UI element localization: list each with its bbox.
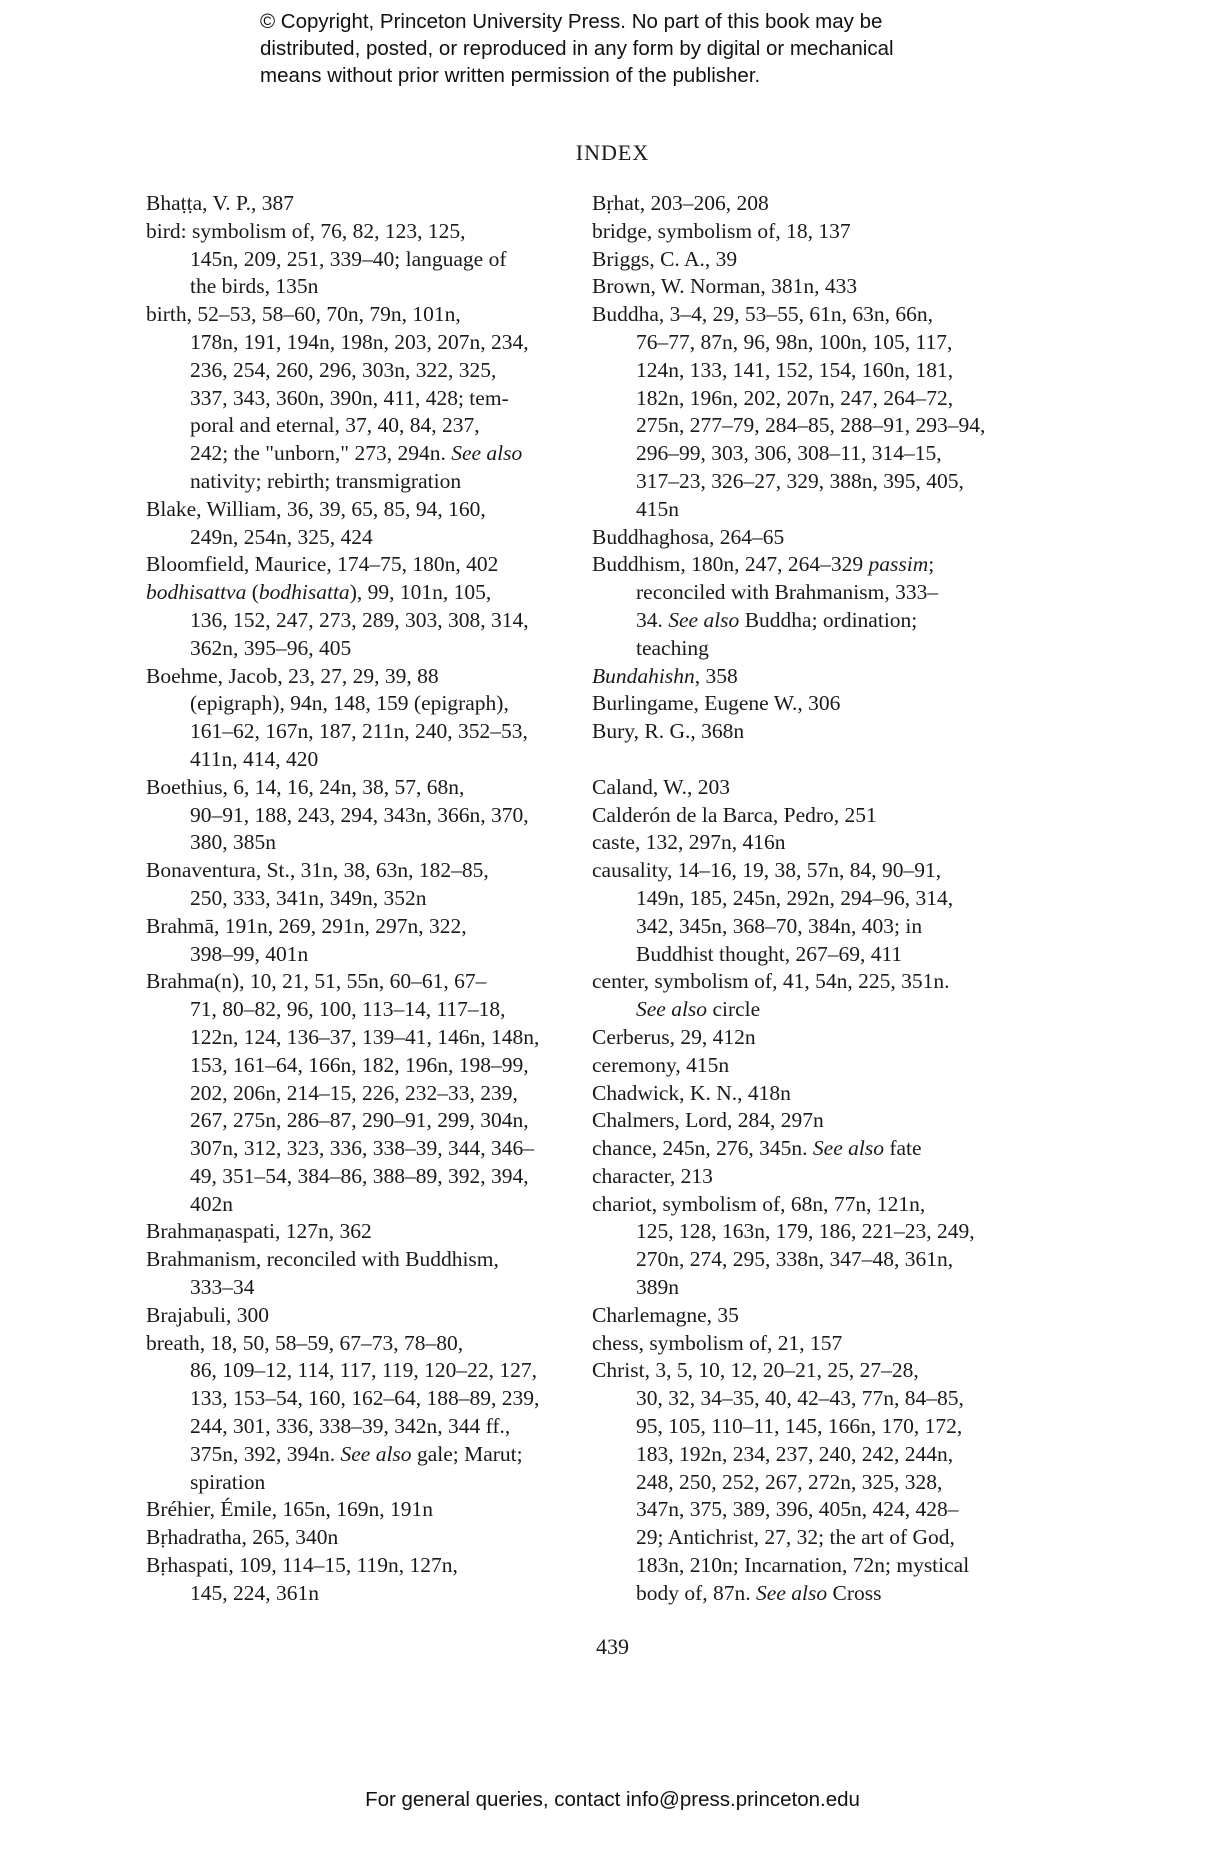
index-entry-line: 236, 254, 260, 296, 303n, 322, 325, (190, 357, 497, 382)
index-entry-line: 145, 224, 361n (190, 1580, 319, 1605)
index-entry (592, 551, 1016, 662)
index-entry (146, 190, 564, 218)
index-entry (146, 1218, 564, 1246)
index-entry (146, 774, 564, 857)
index-entry (146, 1496, 564, 1524)
index-entry-line: Charlemagne, 35 (592, 1302, 739, 1327)
index-entry-line: 389n (636, 1275, 679, 1300)
index-entry-line: Bhaṭṭa, V. P., 387 (146, 191, 294, 215)
index-entry-line: Brown, W. Norman, 381n, 433 (592, 274, 858, 299)
index-entry-line: 182n, 196n, 202, 207n, 247, 264–72, (636, 385, 954, 410)
index-entry-line: 248, 250, 252, 267, 272n, 325, 328, (636, 1469, 943, 1494)
index-entry-line: 34. See also Buddha; ordination; (636, 607, 918, 632)
index-entry-line: 402n (190, 1191, 233, 1216)
index-entry-line: causality, 14–16, 19, 38, 57n, 84, 90–91, (592, 858, 942, 883)
index-entry-line: 153, 161–64, 166n, 182, 196n, 198–99, (190, 1052, 529, 1077)
index-entry-line: 362n, 395–96, 405 (190, 635, 352, 660)
index-entry-line: Cerberus, 29, 412n (592, 1024, 756, 1049)
index-entry (592, 1191, 1016, 1302)
index-entry-line: birth, 52–53, 58–60, 70n, 79n, 101n, (146, 302, 461, 327)
index-entry-line: 347n, 375, 389, 396, 405n, 424, 428– (636, 1497, 959, 1522)
index-entry (592, 1163, 1016, 1191)
index-entry-line: 183n, 210n; Incarnation, 72n; mystical (636, 1553, 970, 1578)
index-entry-line: Brahmanism, reconciled with Buddhism, (146, 1247, 499, 1272)
index-entry-line: Bonaventura, St., 31n, 38, 63n, 182–85, (146, 858, 489, 883)
index-entry (146, 579, 564, 662)
index-entry-line: center, symbolism of, 41, 54n, 225, 351n. (592, 969, 950, 994)
index-entry-line: reconciled with Brahmanism, 333– (636, 580, 939, 605)
index-entry-line: 183, 192n, 234, 237, 240, 242, 244n, (636, 1441, 954, 1466)
index-entry-line: Brahmā, 191n, 269, 291n, 297n, 322, (146, 913, 467, 938)
index-entry-line: 244, 301, 336, 338–39, 342n, 344 ff., (190, 1414, 511, 1439)
index-entry-line: nativity; rebirth; transmigration (190, 468, 462, 493)
index-entry-line: 124n, 133, 141, 152, 154, 160n, 181, (636, 357, 954, 382)
index-entry-line: Bréhier, Émile, 165n, 169n, 191n (146, 1497, 433, 1522)
index-entry (592, 246, 1016, 274)
index-entry-line: 76–77, 87n, 96, 98n, 100n, 105, 117, (636, 329, 953, 354)
index-entry-line: (epigraph), 94n, 148, 159 (epigraph), (190, 691, 509, 716)
index-entry (592, 802, 1016, 830)
index-entry-line: 307n, 312, 323, 336, 338–39, 344, 346– (190, 1136, 534, 1161)
index-entry-line: Briggs, C. A., 39 (592, 246, 738, 271)
index-entry-line: 178n, 191, 194n, 198n, 203, 207n, 234, (190, 329, 529, 354)
index-entry-line: 296–99, 303, 306, 308–11, 314–15, (636, 441, 942, 466)
page-number: 439 (596, 1634, 629, 1659)
index-entry (146, 1302, 564, 1330)
index-entry (592, 1330, 1016, 1358)
index-entry-line: 202, 206n, 214–15, 226, 232–33, 239, (190, 1080, 518, 1105)
index-entry (592, 301, 1016, 523)
index-column-left (146, 190, 564, 1608)
index-entry-line: 90–91, 188, 243, 294, 343n, 366n, 370, (190, 802, 529, 827)
index-entry-line: 71, 80–82, 96, 100, 113–14, 117–18, (190, 997, 506, 1022)
index-entry-line: Brahmaṇaspati, 127n, 362 (146, 1219, 372, 1244)
index-entry-line: 30, 32, 34–35, 40, 42–43, 77n, 84–85, (636, 1386, 964, 1411)
index-entry (146, 968, 564, 1218)
index-entry (592, 1080, 1016, 1108)
index-entry-line: spiration (190, 1469, 266, 1494)
index-entry-line: 337, 343, 360n, 390n, 411, 428; tem- (190, 385, 509, 410)
index-entry-line: breath, 18, 50, 58–59, 67–73, 78–80, (146, 1330, 464, 1355)
index-entry (146, 218, 564, 301)
index-column-right (592, 190, 1016, 1608)
index-entry-line: Chalmers, Lord, 284, 297n (592, 1108, 824, 1133)
index-entry-line: 133, 153–54, 160, 162–64, 188–89, 239, (190, 1386, 540, 1411)
index-entry (592, 857, 1016, 968)
index-entry-line: Boethius, 6, 14, 16, 24n, 38, 57, 68n, (146, 774, 465, 799)
index-entry-line: 149n, 185, 245n, 292n, 294–96, 314, (636, 885, 954, 910)
index-entry-line: Buddhist thought, 267–69, 411 (636, 941, 903, 966)
index-entry-line: the birds, 135n (190, 274, 319, 299)
index-entry-line: 29; Antichrist, 27, 32; the art of God, (636, 1525, 955, 1550)
index-entry-line: 411n, 414, 420 (190, 746, 319, 771)
index-entry-line: 136, 152, 247, 273, 289, 303, 308, 314, (190, 607, 529, 632)
page-title: INDEX (575, 140, 650, 165)
index-entry-line: See also circle (636, 997, 761, 1022)
index-entry-line: 250, 333, 341n, 349n, 352n (190, 885, 427, 910)
index-entry-line: chance, 245n, 276, 345n. See also fate (592, 1136, 922, 1161)
index-entry-line: chariot, symbolism of, 68n, 77n, 121n, (592, 1191, 926, 1216)
index-entry-line: Brajabuli, 300 (146, 1302, 270, 1327)
index-entry-line: bridge, symbolism of, 18, 137 (592, 218, 851, 243)
index-entry-line: 86, 109–12, 114, 117, 119, 120–22, 127, (190, 1358, 537, 1383)
index-entry-line: Bloomfield, Maurice, 174–75, 180n, 402 (146, 552, 499, 577)
index-entry (592, 190, 1016, 218)
index-entry (592, 1052, 1016, 1080)
index-entry (592, 273, 1016, 301)
index-entry-line: Bury, R. G., 368n (592, 719, 745, 744)
copyright-notice (260, 8, 1020, 89)
copyright-line: distributed, posted, or reproduced in any form by digital or mechanical (260, 37, 894, 60)
index-entry-line: Bṛhat, 203–206, 208 (592, 191, 769, 215)
index-entry-line: 317–23, 326–27, 329, 388n, 395, 405, (636, 468, 964, 493)
index-entry-line: ceremony, 415n (592, 1052, 730, 1077)
index-entry-line: 415n (636, 496, 679, 521)
index-entry (592, 829, 1016, 857)
index-entry-line: Boehme, Jacob, 23, 27, 29, 39, 88 (146, 663, 439, 688)
index-entry-line: 375n, 392, 394n. See also gale; Marut; (190, 1441, 523, 1466)
index-entry-line: Chadwick, K. N., 418n (592, 1080, 791, 1105)
index-entry-line: 122n, 124, 136–37, 139–41, 146n, 148n, (190, 1024, 540, 1049)
index-entry-line: 333–34 (190, 1275, 255, 1300)
copyright-line: © Copyright, Princeton University Press. No part of this book may be (260, 10, 883, 33)
index-entry (146, 663, 564, 774)
index-entry-line: Burlingame, Eugene W., 306 (592, 691, 841, 716)
index-entry (146, 301, 564, 496)
footer-contact: For general queries, contact info@press.princeton.edu (365, 1788, 860, 1811)
copyright-line: means without prior written permission of the publisher. (260, 64, 761, 87)
index-entry-line: Caland, W., 203 (592, 774, 730, 799)
index-entry-line: Bṛhaspati, 109, 114–15, 119n, 127n, (146, 1553, 458, 1578)
index-entry (146, 1246, 564, 1302)
index-entry (146, 1524, 564, 1552)
index-entry-line: 398–99, 401n (190, 941, 309, 966)
entry-gap (592, 746, 1016, 774)
index-entry-line: 242; the "unborn," 273, 294n. See also (190, 441, 523, 466)
index-entry-line: Buddha, 3–4, 29, 53–55, 61n, 63n, 66n, (592, 302, 934, 327)
index-entry (592, 774, 1016, 802)
index-entry-line: character, 213 (592, 1163, 713, 1188)
index-entry (146, 551, 564, 579)
index-entry-line: chess, symbolism of, 21, 157 (592, 1330, 843, 1355)
index-entry-line: bodhisattva (bodhisatta), 99, 101n, 105, (146, 580, 492, 605)
index-entry (592, 1107, 1016, 1135)
index-entry-line: Brahma(n), 10, 21, 51, 55n, 60–61, 67– (146, 969, 487, 994)
index-entry-line: Christ, 3, 5, 10, 12, 20–21, 25, 27–28, (592, 1358, 919, 1383)
index-entry (146, 857, 564, 913)
index-entry-line: poral and eternal, 37, 40, 84, 237, (190, 413, 480, 438)
index-entry-line: 95, 105, 110–11, 145, 166n, 170, 172, (636, 1414, 963, 1439)
index-entry (592, 524, 1016, 552)
index-entry (592, 690, 1016, 718)
index-entry-line: 125, 128, 163n, 179, 186, 221–23, 249, (636, 1219, 975, 1244)
index-entry-line: 380, 385n (190, 830, 276, 855)
index-entry-line: 49, 351–54, 384–86, 388–89, 392, 394, (190, 1163, 529, 1188)
index-entry-line: caste, 132, 297n, 416n (592, 830, 786, 855)
index-entry (146, 913, 564, 969)
index-entry-line: teaching (636, 635, 709, 660)
index-entry (592, 1024, 1016, 1052)
index-entry-line: Buddhaghosa, 264–65 (592, 524, 785, 549)
index-entry (592, 1302, 1016, 1330)
index-entry (146, 1552, 564, 1608)
index-entry (592, 218, 1016, 246)
index-entry (592, 1357, 1016, 1607)
index-entry-line: 145n, 209, 251, 339–40; language of (190, 246, 507, 271)
index-entry (592, 718, 1016, 746)
index-entry (592, 663, 1016, 691)
index-entry (592, 1135, 1016, 1163)
index-entry-line: Calderón de la Barca, Pedro, 251 (592, 802, 877, 827)
index-entry (146, 496, 564, 552)
index-entry-line: 267, 275n, 286–87, 290–91, 299, 304n, (190, 1108, 529, 1133)
index-entry-line: bird: symbolism of, 76, 82, 123, 125, (146, 218, 466, 243)
index-entry-line: Buddhism, 180n, 247, 264–329 passim; (592, 552, 935, 577)
index-entry (592, 968, 1016, 1024)
index-entry-line: 161–62, 167n, 187, 211n, 240, 352–53, (190, 719, 528, 744)
index-entry (146, 1330, 564, 1497)
index-entry-line: Bṛhadratha, 265, 340n (146, 1525, 339, 1550)
index-entry-line: Bundahishn, 358 (592, 663, 738, 688)
index-entry-line: body of, 87n. See also Cross (636, 1580, 882, 1605)
index-entry-line: Blake, William, 36, 39, 65, 85, 94, 160, (146, 496, 486, 521)
index-entry-line: 342, 345n, 368–70, 384n, 403; in (636, 913, 923, 938)
index-entry-line: 275n, 277–79, 284–85, 288–91, 293–94, (636, 413, 986, 438)
index-entry-line: 249n, 254n, 325, 424 (190, 524, 373, 549)
index-entry-line: 270n, 274, 295, 338n, 347–48, 361n, (636, 1247, 954, 1272)
